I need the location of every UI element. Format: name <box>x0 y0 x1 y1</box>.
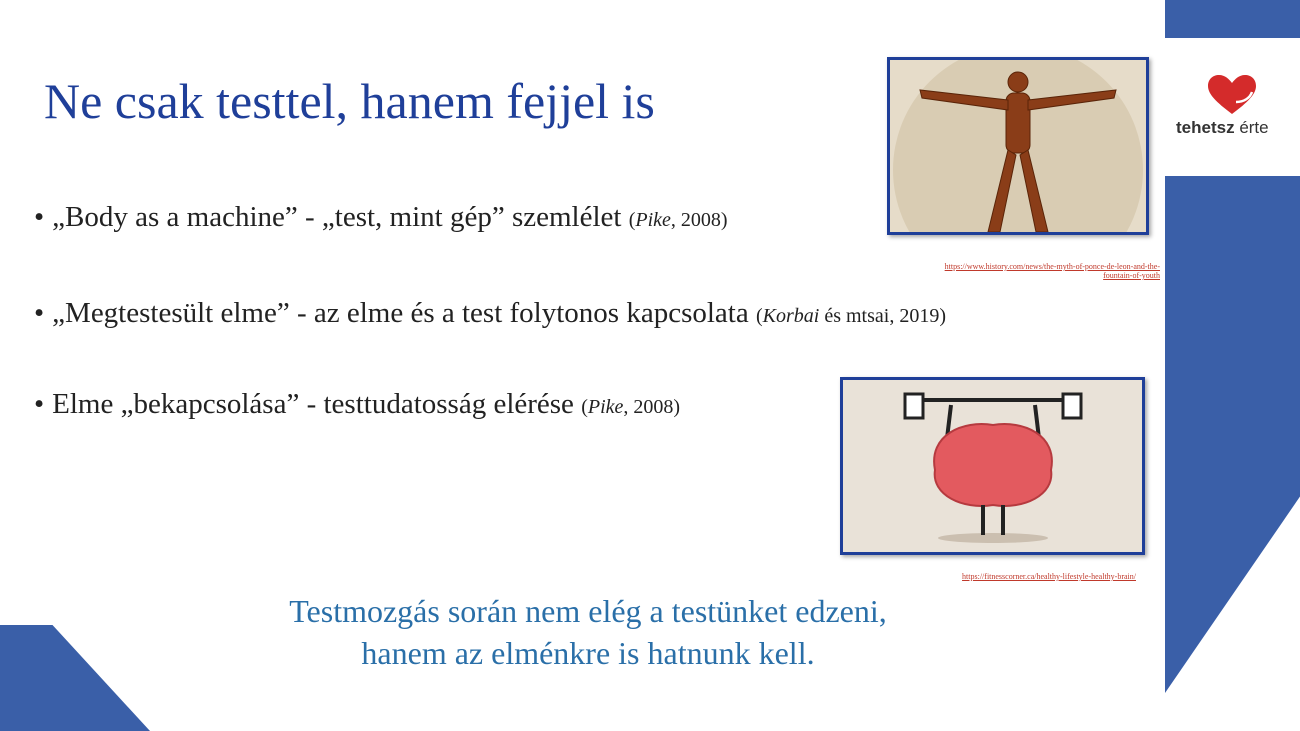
slide-title: Ne csak testtel, hanem fejjel is <box>44 73 655 129</box>
bullet-item: • „Megtestesült elme” - az elme és a test folytonos kapcsolata (Korbai és mtsai, 2019) <box>34 297 946 329</box>
logo-text: tehetsz érte <box>1176 118 1269 137</box>
decor-bar-right <box>1165 176 1300 693</box>
closing-statement: Testmozgás során nem elég a testünket edzeni, hanem az elménkre is hatnunk kell. <box>289 593 887 671</box>
image-source-link[interactable]: https://www.history.com/news/the-myth-of-ponce-de-leon-and-the- fountain-of-youth <box>944 262 1160 280</box>
citation: (Pike, 2008) <box>581 396 681 418</box>
citation: (Pike, 2008) <box>628 209 728 231</box>
decor-bar-top <box>1165 0 1300 38</box>
brain-lifting-illustration <box>843 380 1142 552</box>
decor-triangle-bottom-left <box>0 625 150 731</box>
bullet-item: • Elme „bekapcsolása” - testtudatosság elérése (Pike, 2008) <box>34 388 681 420</box>
brain-workout-image <box>840 377 1145 555</box>
image-source-link[interactable]: https://fitnesscorner.ca/healthy-lifestyle-healthy-brain/ <box>962 572 1136 581</box>
bullet-item: • „Body as a machine” - „test, mint gép” szemlélet (Pike, 2008) <box>34 201 728 233</box>
heart-logo-icon <box>1172 72 1294 118</box>
citation: (Korbai és mtsai, 2019) <box>755 305 946 327</box>
vitruvian-body-illustration <box>890 60 1146 232</box>
logo <box>1172 72 1294 142</box>
body-machine-image <box>887 57 1149 235</box>
